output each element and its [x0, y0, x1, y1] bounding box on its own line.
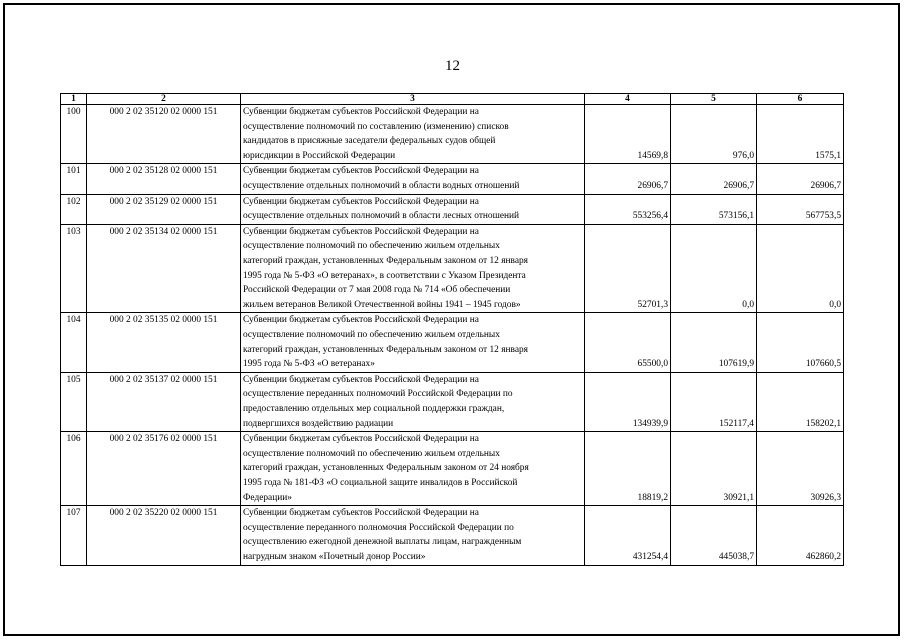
budget-code: 000 2 02 35220 02 0000 151: [87, 506, 241, 565]
table-row: [61, 372, 844, 431]
value-col4: 14569,8: [585, 105, 671, 164]
value-col4: 65500,0: [585, 313, 671, 372]
budget-code: 000 2 02 35128 02 0000 151: [87, 164, 241, 194]
value-col6: 567753,5: [757, 194, 844, 224]
column-header: 1: [61, 94, 87, 105]
value-col5: 107619,9: [671, 313, 757, 372]
value-col6: 1575,1: [757, 105, 844, 164]
value-col5: 30921,1: [671, 432, 757, 506]
column-header: 2: [87, 94, 241, 105]
budget-code: 000 2 02 35129 02 0000 151: [87, 194, 241, 224]
row-description: Субвенции бюджетам субъектов Российской Федерации на осуществление полномочий по составлению (изменению) списков кандидатов в присяжные заседатели федеральных судов общей юрисдикции в Российской Федерации: [241, 105, 585, 164]
row-number: 101: [61, 164, 87, 194]
column-header: 4: [585, 94, 671, 105]
column-header: 5: [671, 94, 757, 105]
row-description: Субвенции бюджетам субъектов Российской Федерации на осуществление полномочий по обеспечению жильем отдельных категорий граждан, установленных Федеральным законом от 12 января 1995 года № 5-ФЗ «О ветеранах»: [241, 313, 585, 372]
table-row: [61, 194, 844, 224]
table-row: [61, 506, 844, 565]
value-col6: 26906,7: [757, 164, 844, 194]
page-number: 12: [445, 58, 460, 74]
table-row: [61, 164, 844, 194]
value-col4: 52701,3: [585, 224, 671, 313]
value-col5: 573156,1: [671, 194, 757, 224]
value-col6: 0,0: [757, 224, 844, 313]
column-header: 6: [757, 94, 844, 105]
column-header: 3: [241, 94, 585, 105]
value-col5: 445038,7: [671, 506, 757, 565]
budget-code: 000 2 02 35137 02 0000 151: [87, 372, 241, 431]
value-col6: 158202,1: [757, 372, 844, 431]
value-col5: 0,0: [671, 224, 757, 313]
value-col5: 152117,4: [671, 372, 757, 431]
value-col4: 431254,4: [585, 506, 671, 565]
value-col4: 134939,9: [585, 372, 671, 431]
value-col5: 976,0: [671, 105, 757, 164]
table-row: [61, 224, 844, 313]
row-number: 107: [61, 506, 87, 565]
row-number: 106: [61, 432, 87, 506]
row-number: 100: [61, 105, 87, 164]
row-number: 105: [61, 372, 87, 431]
budget-code: 000 2 02 35120 02 0000 151: [87, 105, 241, 164]
row-description: Субвенции бюджетам субъектов Российской Федерации на осуществление переданных полномочий Российской Федерации по предоставлению отдельных мер социальной поддержки граждан, подвергшихся воздействию радиации: [241, 372, 585, 431]
row-description: Субвенции бюджетам субъектов Российской Федерации на осуществление переданного полномочия Российской Федерации по осуществлению ежегодной денежной выплаты лицам, награжденным нагрудным знаком «Почетный донор России»: [241, 506, 585, 565]
value-col4: 18819,2: [585, 432, 671, 506]
row-description: Субвенции бюджетам субъектов Российской Федерации на осуществление полномочий по обеспечению жильем отдельных категорий граждан, установленных Федеральным законом от 24 ноября 1995 года № 181-ФЗ «О социальной защите инвалидов в Российской Федерации»: [241, 432, 585, 506]
row-description: Субвенции бюджетам субъектов Российской Федерации на осуществление отдельных полномочий в области лесных отношений: [241, 194, 585, 224]
row-description: Субвенции бюджетам субъектов Российской Федерации на осуществление отдельных полномочий в области водных отношений: [241, 164, 585, 194]
value-col6: 107660,5: [757, 313, 844, 372]
row-number: 102: [61, 194, 87, 224]
table-row: [61, 313, 844, 372]
value-col6: 462860,2: [757, 506, 844, 565]
header-row: [61, 94, 844, 105]
value-col4: 553256,4: [585, 194, 671, 224]
value-col6: 30926,3: [757, 432, 844, 506]
budget-code: 000 2 02 35135 02 0000 151: [87, 313, 241, 372]
table-row: [61, 105, 844, 164]
value-col5: 26906,7: [671, 164, 757, 194]
row-number: 103: [61, 224, 87, 313]
budget-code: 000 2 02 35134 02 0000 151: [87, 224, 241, 313]
row-number: 104: [61, 313, 87, 372]
budget-code: 000 2 02 35176 02 0000 151: [87, 432, 241, 506]
value-col4: 26906,7: [585, 164, 671, 194]
table-row: [61, 432, 844, 506]
row-description: Субвенции бюджетам субъектов Российской Федерации на осуществление полномочий по обеспечению жильем отдельных категорий граждан, установленных Федеральным законом от 12 января 1995 года № 5-ФЗ «О ветеранах», в соответствии с Указом Президента Российской Федерации от 7 мая 2008 года № 714 «Об обеспечении жильем ветеранов Великой Отечественной войны 1941 – 1945 годов»: [241, 224, 585, 313]
budget-table: [60, 93, 844, 566]
